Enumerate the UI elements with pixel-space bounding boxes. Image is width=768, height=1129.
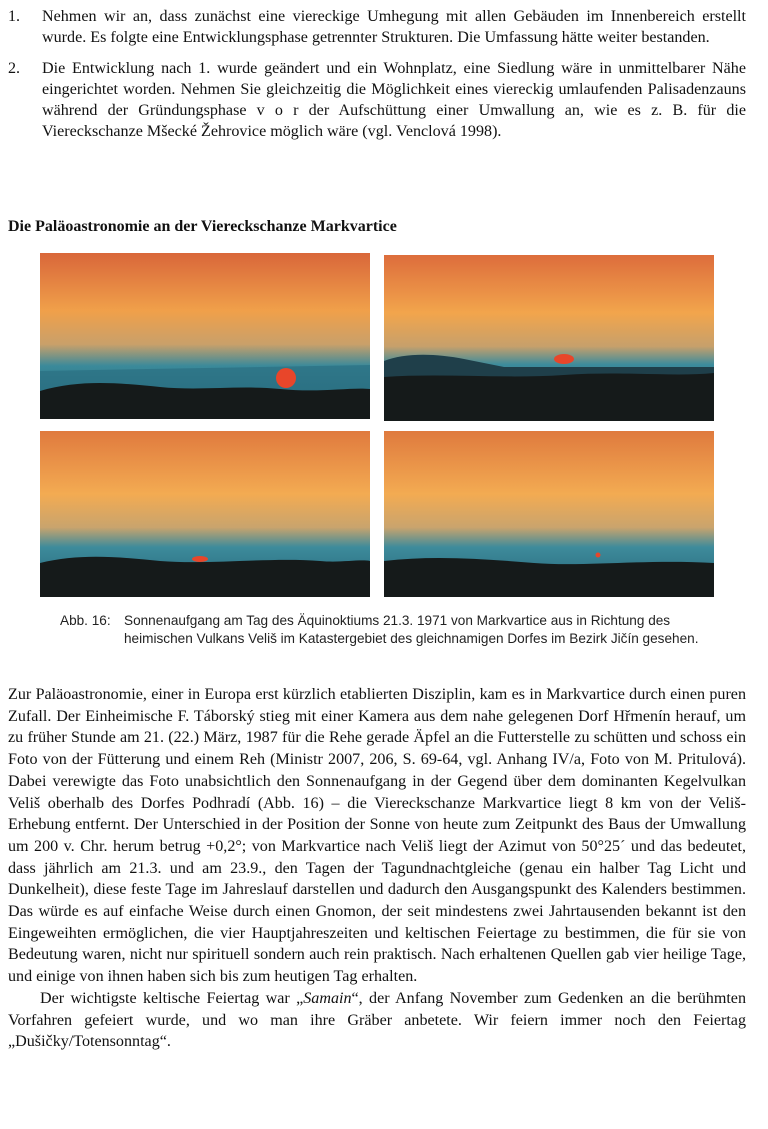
paragraph [8, 988, 746, 1053]
sunrise-photo-3 [40, 431, 370, 597]
list-text: Nehmen wir an, dass zunächst eine viereckige Umhegung mit allen Gebäuden im Innenbereich erstellt wurde. Es folgte eine Entwicklungsphase getrennter Strukturen. Die Umfassung hätte weiter bestanden. [42, 8, 746, 46]
list-text: Die Entwicklung nach 1. wurde geändert und ein Wohnplatz, eine Siedlung wäre in unmittelbarer Nähe eingerichtet worden. Nehmen Sie gleichzeitig die Möglichkeit eines viereckig umlaufenden Palisadenzauns während der Gründungsphase v o r der Aufschüttung einer Umwallung an, wie es z. B. für die Viereckschanze Mšecké Žehrovice möglich wäre (vgl. Venclová 1998). [42, 60, 746, 140]
sunrise-photo-4 [384, 431, 714, 597]
caption-label: Abb. 16: [60, 613, 111, 628]
sunrise-photo-2 [384, 255, 714, 421]
numbered-list [8, 6, 746, 152]
sun-mark [596, 553, 601, 558]
caption-text: Sonnenaufgang am Tag des Äquinoktiums 21.3. 1971 von Markvartice aus in Richtung des heimischen Vulkans Veliš im Katastergebiet des gleichnamigen Dorfes im Bezirk Jičín gesehen. [124, 613, 699, 646]
sun-mark [276, 368, 296, 388]
photo-grid [40, 253, 716, 599]
sun-mark [192, 556, 208, 562]
emphasis-samain: Samain [303, 989, 352, 1007]
figure-caption [60, 612, 710, 648]
body-text [8, 684, 746, 1053]
section-heading: Die Paläoastronomie an der Viereckschanze Markvartice [8, 218, 397, 235]
list-item [8, 58, 746, 142]
paragraph-text: Der wichtigste keltische Feiertag war „ [40, 989, 304, 1007]
list-number: 2. [8, 60, 21, 77]
sunrise-photo-1 [40, 253, 370, 419]
paragraph-text: “, der Anfang November zum Gedenken an die berühmten Vorfahren gefeiert wurde, und wo man ihre Gräber anbetete. Wir feiern immer noch den Feiertag „Dušičky/Totensonntag“. [8, 989, 746, 1051]
list-item [8, 6, 746, 48]
sun-mark [554, 354, 574, 364]
list-number: 1. [8, 8, 21, 25]
paragraph: Zur Paläoastronomie, einer in Europa erst kürzlich etablierten Disziplin, kam es in Markvartice durch einen puren Zufall. Der Einheimische F. Táborský stieg mit einer Kamera aus dem nahe gelegenen Dorf Hřmenín herauf, um zu früher Stunde am 21. (22.) März, 1987 für die Rehe gerade Äpfel an die Futterstelle zu schütten und schoss ein Foto von der Fütterung und einem Reh (Ministr 2007, 206, S. 69-64, vgl. Anhang IV/a, Foto von M. Pritulová). Dabei verewigte das Foto unabsichtlich den Sonnenaufgang in der Gegend über dem dominanten Kegelvulkan Veliš oberhalb des Dorfes Podhradí (Abb. 16) – die Viereckschanze Markvartice liegt 8 km von der Veliš-Erhebung entfernt. Der Unterschied in der Position der Sonne von heute zum Zeitpunkt des Baus der Umwallung um 200 v. Chr. herum betrug +0,2°; von Markvartice nach Veliš liegt der Azimut von 50°25´ und das bedeutet, dass jährlich am 21.3. und am 23.9., den Tagen der Tagundnachtgleiche (genau ein halber Tag Licht und Dunkelheit), diese feste Tage im Jahreslauf darstellen und dadurch den Ausgangspunkt des Kalenders bestimmen. Das würde es auf einfache Weise durch einen Gnomon, der seit mindestens zwei Jahrtausenden bekannt ist den Eingeweihten ermöglichen, die vier Hauptjahreszeiten und keltischen Feiertage zu bestimmen, die für sie von Bedeutung waren, nicht nur spirituell sondern auch rein praktisch. Nach erhaltenen Quellen gab vier heilige Tage, und einige von ihnen haben sich bis zum heutigen Tag erhalten. [8, 686, 746, 986]
